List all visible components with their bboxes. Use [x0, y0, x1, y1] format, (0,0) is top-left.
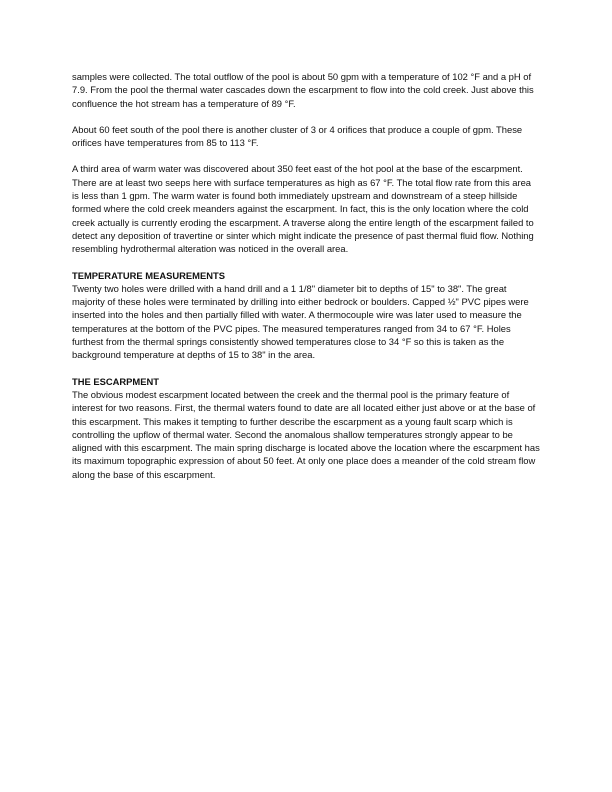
temperature-measurements-section — [72, 269, 540, 362]
paragraph-pool-outflow: samples were collected. The total outflow of the pool is about 50 gpm with a temperature of 102 °F and a pH of 7.9. From the pool the thermal water cascades down the escarpment to flow into the cold creek. Just above this confluence the hot stream has a temperature of 89 °F. — [72, 71, 534, 109]
temperature-measurements-body: Twenty two holes were drilled with a hand drill and a 1 1/8" diameter bit to depths of 15" to 38". The great majority of these holes were terminated by drilling into either bedrock or boulders. Capped ½" PVC pipes were inserted into the holes and then partially filled with water. A thermocouple wire was later used to measure the temperatures at the bottom of the PVC pipes. The measured temperatures ranged from 34 to 67 °F. Holes furthest from the thermal springs consistently showed temperatures close to 34 °F so this is taken as the background temperature at depths of 15 to 38" in the area. — [72, 282, 529, 361]
paragraph-warm-water-east: A third area of warm water was discovered about 350 feet east of the hot pool at the base of the escarpment. There are at least two seeps here with surface temperatures as high as 67 °F. The total flow rate from this area is less than 1 gpm. The warm water is found both immediately upstream and downstream of a steep hillside formed where the cold creek meanders against the escarpment. In fact, this is the only location where the cold creek actually is currently eroding the escarpment. A traverse along the entire length of the escarpment failed to detect any deposition of travertine or sinter which might indicate the presence of past thermal fluid flow. Nothing resembling hydrothermal alteration was noticed in the overall area. — [72, 163, 534, 255]
escarpment-body: The obvious modest escarpment located between the creek and the thermal pool is the primary feature of interest for two reasons. First, the thermal waters found to date are all located either just above or at the base of this escarpment. This makes it tempting to further describe the escarpment as a young fault scarp which is controlling the upflow of thermal water. Second the anomalous shallow temperatures strongly appear to be aligned with this escarpment. The main spring discharge is located above the location where the escarpment has its maximum topographic expression of about 50 feet. At only one place does a meander of the cold stream flow along the base of this escarpment. — [72, 388, 540, 480]
paragraph-south-orifices: About 60 feet south of the pool there is another cluster of 3 or 4 orifices that produce a couple of gpm. These orifices have temperatures from 85 to 113 °F. — [72, 123, 523, 149]
temperature-measurements-heading: TEMPERATURE MEASUREMENTS — [72, 269, 225, 281]
document-page — [72, 70, 540, 494]
escarpment-heading: THE ESCARPMENT — [72, 375, 159, 387]
escarpment-section — [72, 375, 540, 481]
